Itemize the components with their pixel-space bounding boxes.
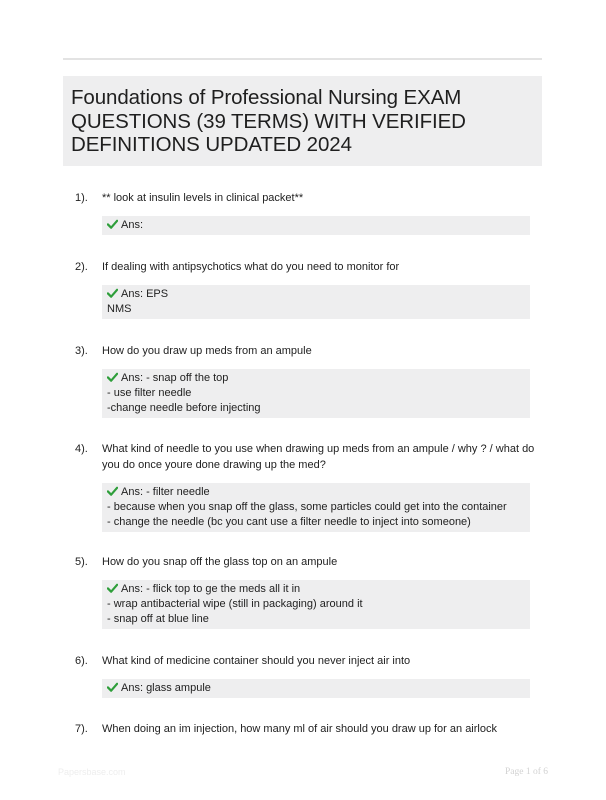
question-number: 5).: [75, 556, 88, 568]
footer-page-number: Page 1 of 6: [504, 767, 548, 777]
check-icon: [107, 486, 118, 496]
answer-line: - use filter needle: [107, 387, 192, 399]
check-icon: [107, 372, 118, 382]
answer-box: [102, 369, 530, 418]
answer-box: [102, 483, 530, 532]
answer-line: Ans: - snap off the top: [121, 372, 229, 384]
question-text: If dealing with antipsychotics what do you need to monitor for: [102, 261, 400, 273]
answer-line: - because when you snap off the glass, some particles could get into the container: [107, 501, 507, 513]
question-item: [75, 190, 535, 235]
check-icon: [107, 682, 118, 692]
answer-line: -change needle before injecting: [107, 402, 261, 414]
answer-line: - wrap antibacterial wipe (still in packaging) around it: [107, 598, 363, 610]
page-title: Foundations of Professional Nursing EXAM QUESTIONS (39 TERMS) WITH VERIFIED DEFINITIONS UPDATED 2024: [71, 86, 466, 156]
question-item: [75, 259, 535, 319]
answer-box: [102, 216, 530, 235]
question-number: 6).: [75, 655, 88, 667]
answer-line: - change the needle (bc you cant use a filter needle to inject into someone): [107, 516, 471, 528]
check-icon: [107, 288, 118, 298]
check-icon: [107, 583, 118, 593]
question-item: [75, 343, 535, 418]
question-text: How do you snap off the glass top on an ampule: [102, 556, 338, 568]
answer-box: [102, 580, 530, 629]
answer-line: Ans: EPS: [121, 288, 169, 300]
answer-line: - snap off at blue line: [107, 613, 209, 625]
answer-box: [102, 285, 530, 319]
question-number: 2).: [75, 261, 88, 273]
question-item: [75, 441, 535, 532]
question-text: ** look at insulin levels in clinical packet**: [102, 192, 304, 204]
check-icon: [107, 219, 118, 229]
question-text: When doing an im injection, how many ml of air should you draw up for an airlock: [102, 723, 497, 735]
answer-line: Ans: - filter needle: [121, 486, 210, 498]
question-number: 4).: [75, 443, 88, 455]
question-item: [75, 554, 535, 629]
answer-line: Ans: glass ampule: [121, 682, 211, 694]
question-text: What kind of needle to you use when drawing up meds from an ampule / why ? / what do you do once youre done drawing up the med?: [102, 443, 535, 471]
question-number: 1).: [75, 192, 88, 204]
answer-line: Ans:: [121, 219, 144, 231]
footer-site: Papersbase.com: [58, 767, 126, 777]
answer-box: [102, 679, 530, 698]
question-text: How do you draw up meds from an ampule: [102, 345, 312, 357]
question-item: [75, 721, 535, 737]
question-number: 3).: [75, 345, 88, 357]
answer-line: Ans: - flick top to ge the meds all it in: [121, 583, 301, 595]
question-number: 7).: [75, 723, 88, 735]
question-text: What kind of medicine container should you never inject air into: [102, 655, 411, 667]
title-banner: [63, 76, 542, 166]
answer-line: NMS: [107, 303, 132, 315]
question-item: [75, 653, 535, 698]
top-divider: [63, 58, 542, 60]
